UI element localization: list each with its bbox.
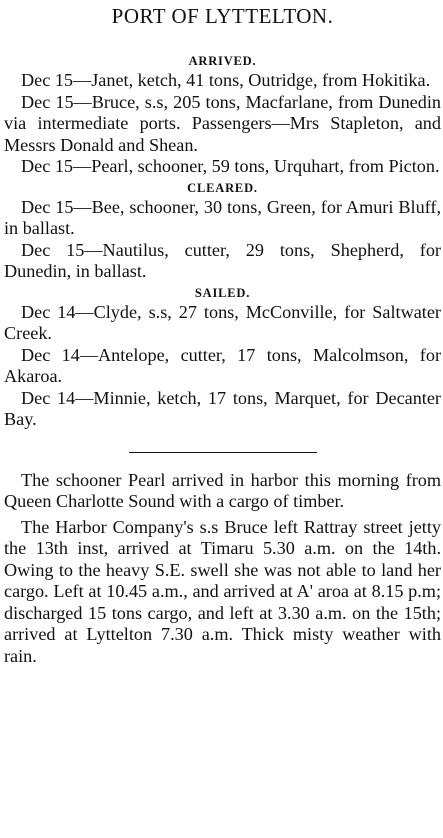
shipping-entry: Dec 15—Bruce, s.s, 205 tons, Macfarlane, from Dunedin via intermediate ports. Passengers—Mrs Stapleton, and Messrs Donald and Shean. <box>4 91 441 155</box>
section-heading-arrived: ARRIVED. <box>188 54 257 68</box>
section-heading-sailed: SAILED. <box>194 285 251 300</box>
news-paragraph: The schooner Pearl arrived in harbor this morning from Queen Charlotte Sound with a cargo of timber. <box>4 469 441 511</box>
shipping-entry: Dec 15—Nautilus, cutter, 29 tons, Shepherd, for Dunedin, in ballast. <box>4 239 441 281</box>
section-sailed <box>4 284 441 431</box>
divider-rule <box>129 452 317 453</box>
shipping-entry: Dec 14—Clyde, s.s, 27 tons, McConville, for Saltwater Creek. <box>4 301 441 343</box>
section-heading-cleared: CLEARED. <box>187 180 258 195</box>
shipping-entry: Dec 14—Minnie, ketch, 17 tons, Marquet, for Decanter Bay. <box>4 387 441 429</box>
news-paragraph: The Harbor Company's s.s Bruce left Rattray street jetty the 13th inst, arrived at Timaru 5.30 a.m. on the 14th. Owing to the heavy S.E. swell she was not able to land her cargo. Left at 10.45 a.m., and arrived at A' aroa at 8.15 p.m; discharged 15 tons cargo, and left at 3.30 a.m. on the 15th; arrived at Lyttelton 7.30 a.m. Thick misty weather with rain. <box>4 516 441 666</box>
shipping-entry: Dec 15—Bee, schooner, 30 tons, Green, for Amuri Bluff, in ballast. <box>4 196 441 238</box>
shipping-entry: Dec 15—Pearl, schooner, 59 tons, Urquhart, from Picton. <box>21 156 440 176</box>
section-cleared <box>4 179 441 283</box>
shipping-entry: Dec 15—Janet, ketch, 41 tons, Outridge, from Hokitika. <box>21 70 431 90</box>
shipping-entry: Dec 14—Antelope, cutter, 17 tons, Malcolmson, for Akaroa. <box>4 344 441 386</box>
section-arrived <box>4 52 441 178</box>
page-title: PORT OF LYTTELTON. <box>111 4 334 28</box>
